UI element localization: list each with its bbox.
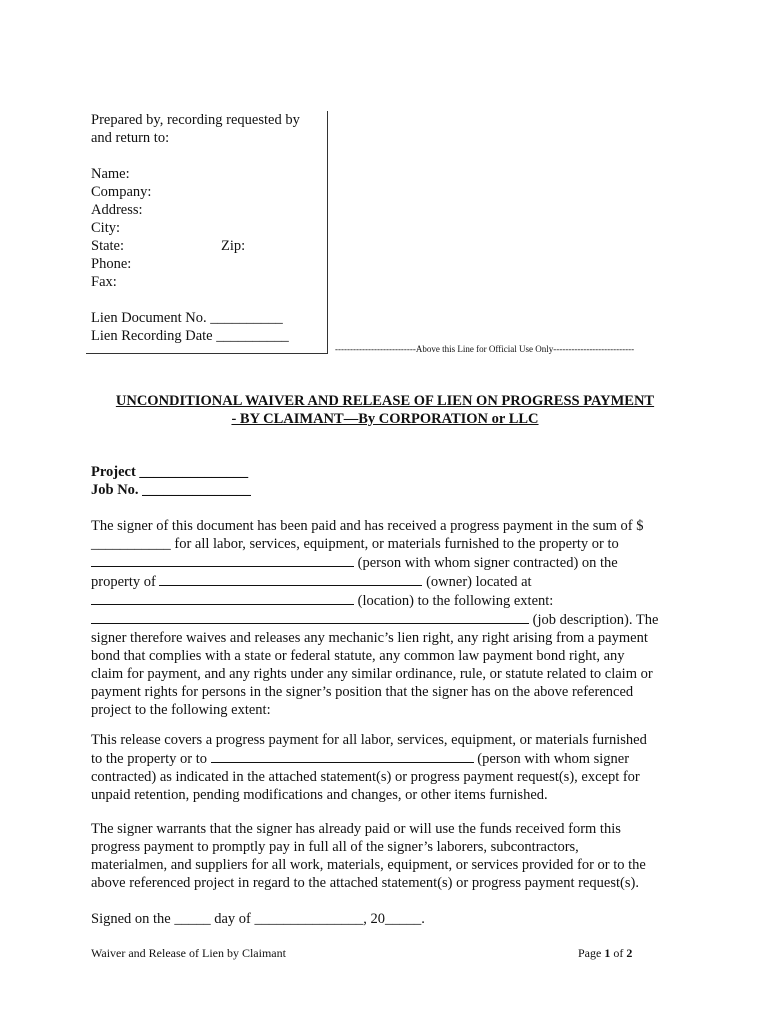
text-line [91,591,681,610]
text-line: Signed on the _____ day of _______________, 20_____. [91,911,425,927]
total-pages: 2 [626,946,633,960]
signed-date-line [91,910,681,928]
job-description-blank [91,610,529,624]
signer-contracted-blank [211,749,474,763]
state-zip-row [91,237,300,255]
text-line: above referenced project in regard to the attached statement(s) or progress payment request(s). [91,875,639,891]
warranty-paragraph [91,820,681,892]
text-line: ___________ for all labor, services, equipment, or materials furnished to the property or to [91,536,619,552]
title-line1: UNCONDITIONAL WAIVER AND RELEASE OF LIEN ON PROGRESS PAYMENT [115,393,655,409]
text-line [91,749,681,768]
text-span: (job description). The [529,612,659,628]
project-block [91,463,251,499]
page-number [578,946,632,961]
company-label: Company: [91,184,152,200]
text-line [91,553,681,572]
text-line: contracted) as indicated in the attached statement(s) or progress payment request(s), except for [91,769,640,785]
payment-paragraph [91,517,681,719]
text-line: claim for payment, and any rights under any similar ordinance, rule, or statute related to claim or [91,666,653,682]
text-line: signer therefore waives and releases any mechanic’s lien right, any right arising from a payment [91,630,648,646]
title-line2: - BY CLAIMANT—By CORPORATION or LLC [231,411,539,427]
text-line: The signer of this document has been paid and has received a progress payment in the sum of $ [91,518,644,534]
official-use-line: ---------------------------Above this Line for Official Use Only--------------------------- [335,344,635,354]
location-blank [91,591,354,605]
city-label: City: [91,220,121,236]
contractor-blank [91,553,354,567]
project-label: Project _______________ [91,464,249,480]
text-line: payment rights for persons in the signer’s position that the signer has on the above referenced [91,684,634,700]
text-line: progress payment to promptly pay in full all of the signer’s laborers, subcontractors, [91,839,579,855]
text-line: unpaid retention, pending modifications and changes, or other items furnished. [91,787,548,803]
text-line [91,572,681,591]
address-label: Address: [91,202,143,218]
text-span: of [610,946,627,960]
job-number-label: Job No. _______________ [91,482,251,498]
text-line: project to the following extent: [91,702,271,718]
fax-label: Fax: [91,274,117,290]
document-title [70,392,700,428]
text-span: Page [578,946,605,960]
prepared-by-line1: Prepared by, recording requested by [91,112,300,128]
name-label: Name: [91,166,130,182]
release-coverage-paragraph [91,731,681,804]
lien-document-number: Lien Document No. __________ [91,310,283,326]
text-span: (person with whom signer [473,751,630,767]
footer-title: Waiver and Release of Lien by Claimant [91,946,286,960]
return-address-block [91,111,300,345]
lien-recording-date: Lien Recording Date __________ [91,328,289,344]
text-span: property of [91,574,160,590]
zip-label: Zip: [221,238,246,254]
phone-label: Phone: [91,256,132,272]
owner-blank [159,572,422,586]
text-span: (owner) located at [422,574,532,590]
text-line: The signer warrants that the signer has already paid or will use the funds received form this [91,821,621,837]
header-horizontal-rule [86,353,328,354]
header-vertical-rule [327,111,328,354]
current-page: 1 [604,946,611,960]
text-line [91,610,681,629]
text-line: bond that complies with a state or federal statute, any common law payment bond right, any [91,648,625,664]
text-span: (location) to the following extent: [354,593,554,609]
text-span: to the property or to [91,751,211,767]
text-span: (person with whom signer contracted) on the [354,555,618,571]
text-line: materialmen, and suppliers for all work, materials, equipment, or services provided for or to the [91,857,646,873]
state-label: State: [91,238,125,254]
text-line: This release covers a progress payment for all labor, services, equipment, or materials furnished [91,732,647,748]
prepared-by-line2: and return to: [91,130,170,146]
